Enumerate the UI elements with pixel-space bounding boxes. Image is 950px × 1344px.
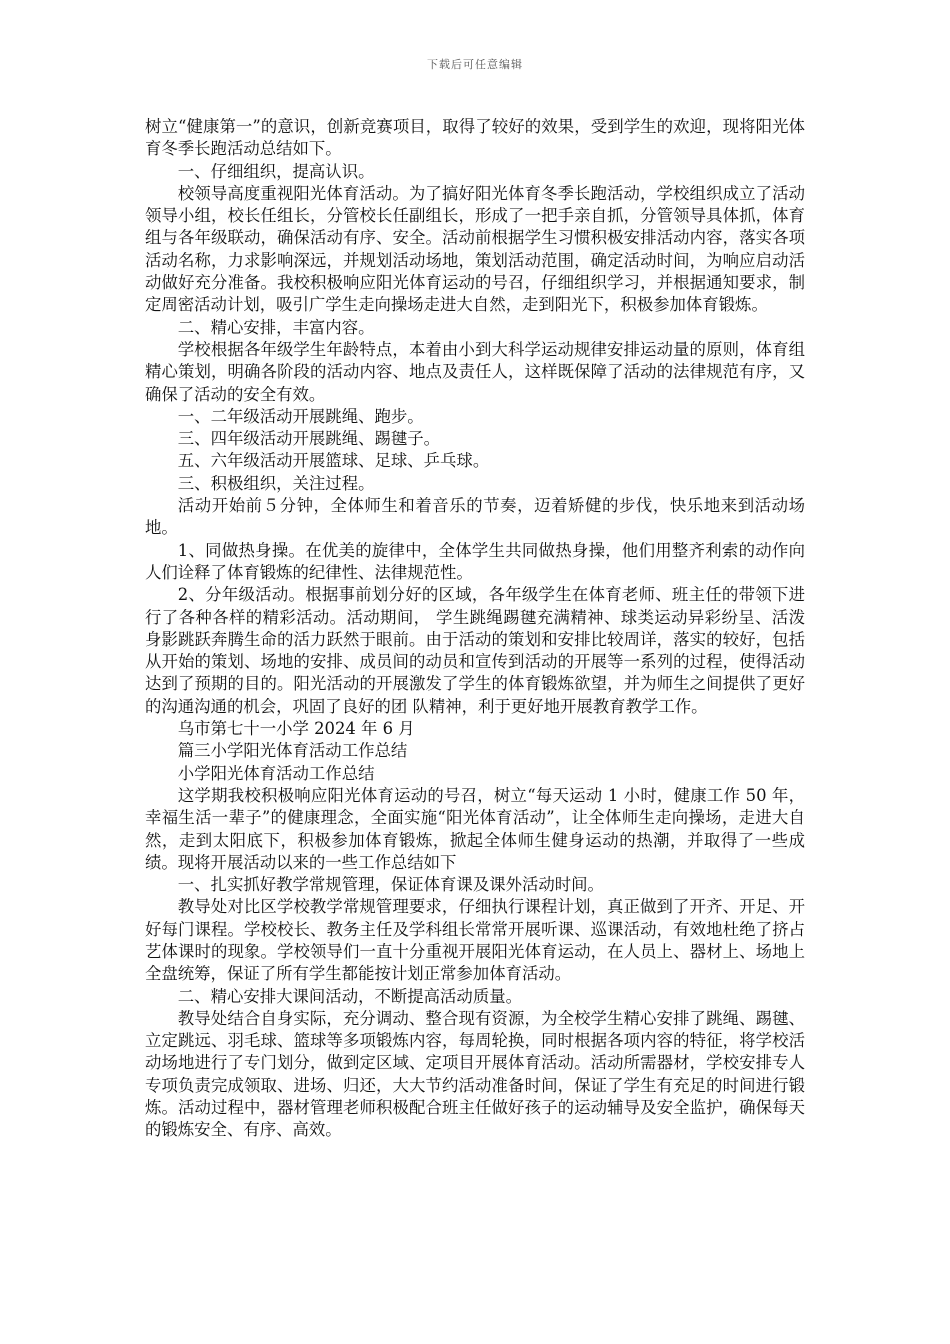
paragraph: 教导处对比区学校教学常规管理要求，仔细执行课程计划，真正做到了开齐、开足、开好每门课程。学校校长、教务主任及学科组长常常开展听课、巡课活动，有效地杜绝了挤占艺体课时的现象。学校领导们一直十分重视开展阳光体育运动，在人员上、器材上、场地上全盘统筹，保证了所有学生都能按计划正常参加体育活动。 <box>145 897 805 984</box>
paragraph: 三、积极组织，关注过程。 <box>177 473 375 493</box>
paragraph: 这学期我校积极响应阳光体育运动的号召，树立“每天运动 1 小时，健康工作 50 年，幸福生活一辈子”的健康理念，全面实施“阳光体育活动”，让全体师生走向操场，走进大自然，走到太阳底下，积极参加体育锻炼，掀起全体师生健身运动的热潮，并取得了一些成绩。现将开展活动以来的一些工作总结如下 <box>145 785 805 872</box>
paragraph: 校领导高度重视阳光体育活动。为了搞好阳光体育冬季长跑活动，学校组织成立了活动领导小组，校长任组长，分管校长任副组长，形成了一把手亲自抓，分管领导具体抓，体育组与各年级联动，确保活动有序、安全。活动前根据学生习惯积极安排活动内容，落实各项活动名称，力求影响深远，并规划活动场地，策划活动范围，确定活动时间，为响应启动活动做好充分准备。我校积极响应阳光体育运动的号召，仔细组织学习，并根据通知要求，制定周密活动计划，吸引广学生走向操场走进大自然，走到阳光下，积极参加体育锻炼。 <box>145 183 805 315</box>
paragraph: 2、分年级活动。根据事前划分好的区域，各年级学生在体育老师、班主任的带领下进行了各种各样的精彩活动。活动期间， 学生跳绳踢毽充满精神、球类运动异彩纷呈、活泼身影跳跃奔腾生命的活力跃然于眼前。由于活动的策划和安排比较周详，落实的较好，包括从开始的策划、场地的安排、成员间的动员和宣传到活动的开展等一系列的过程，使得活动达到了预期的目的。阳光活动的开展激发了学生的体育锻炼欲望，并为师生之间提供了更好的沟通沟通的机会，巩固了良好的团 队精神，利于更好地开展教育教学工作。 <box>145 585 805 716</box>
paragraph: 一、二年级活动开展跳绳、跑步。 <box>177 406 424 426</box>
paragraph: 一、仔细组织，提高认识。 <box>177 161 375 181</box>
paragraph: 学校根据各年级学生年龄特点，本着由小到大科学运动规律安排运动量的原则，体育组精心策划，明确各阶段的活动内容、地点及责任人，这样既保障了活动的法律规范有序，又确保了活动的安全有效。 <box>145 339 805 404</box>
document-body <box>145 116 805 1142</box>
paragraph: 小学阳光体育活动工作总结 <box>177 763 375 783</box>
paragraph: 三、四年级活动开展跳绳、踢毽子。 <box>177 429 441 449</box>
paragraph: 一、扎实抓好教学常规管理，保证体育课及课外活动时间。 <box>177 875 604 895</box>
paragraph: 篇三小学阳光体育活动工作总结 <box>177 741 408 761</box>
paragraph: 二、精心安排大课间活动，不断提高活动质量。 <box>177 986 522 1006</box>
paragraph: 二、精心安排，丰富内容。 <box>177 317 375 337</box>
paragraph: 1、同做热身操。在优美的旋律中，全体学生共同做热身操，他们用整齐利索的动作向人们诠释了体育锻炼的纪律性、法律规范性。 <box>145 540 805 582</box>
paragraph: 五、六年级活动开展篮球、足球、乒乓球。 <box>177 451 490 471</box>
paragraph: 活动开始前５分钟，全体师生和着音乐的节奏，迈着矫健的步伐，快乐地来到活动场地。 <box>145 496 805 538</box>
page-header-note: 下载后可任意编辑 <box>427 58 523 71</box>
paragraph: 树立“健康第一”的意识，创新竞赛项目，取得了较好的效果，受到学生的欢迎，现将阳光体育冬季长跑活动总结如下。 <box>145 117 805 159</box>
paragraph: 教导处结合自身实际，充分调动、整合现有资源，为全校学生精心安排了跳绳、踢毽、立定跳远、羽毛球、篮球等多项锻炼内容，每周轮换，同时根据各项内容的特征，将学校活动场地进行了专门划分，做到定区域、定项目开展体育活动。活动所需器材，学校安排专人专项负责完成领取、进场、归还，大大节约活动准备时间，保证了学生有充足的时间进行锻炼。活动过程中，器材管理老师积极配合班主任做好孩子的运动辅导及安全监护，确保每天的锻炼安全、有序、高效。 <box>145 1008 805 1140</box>
paragraph: 乌市第七十一小学 2024 年 6 月 <box>177 719 415 739</box>
